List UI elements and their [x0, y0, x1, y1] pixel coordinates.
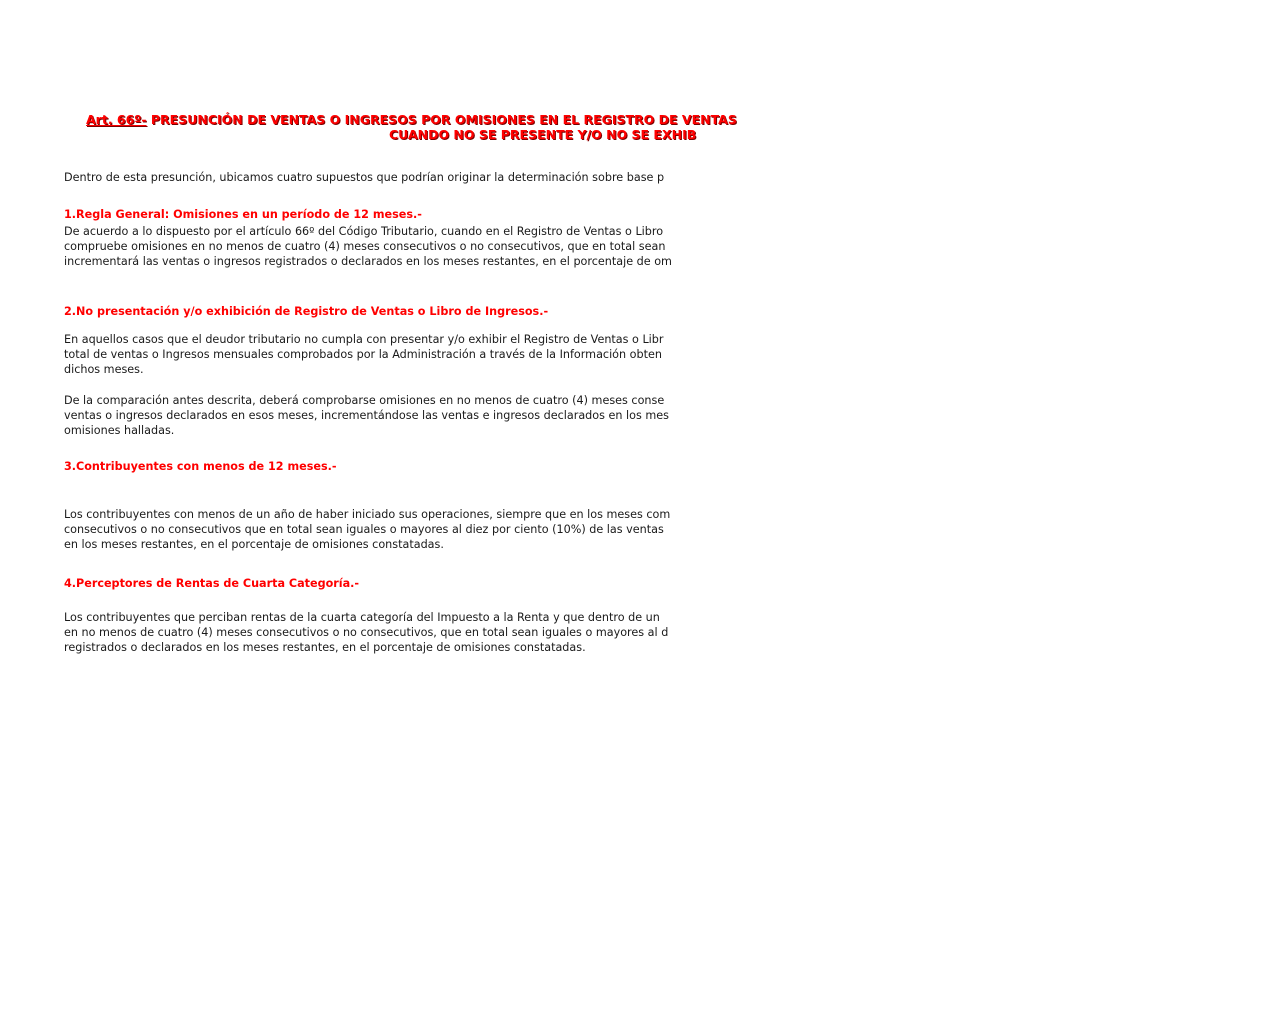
text-line: en no menos de cuatro (4) meses consecutivos o no consecutivos, que en total sean iguales o mayores al d	[64, 626, 669, 639]
section-3-paragraph	[64, 507, 1264, 552]
text-line: total de ventas o Ingresos mensuales comprobados por la Administración a través de la Información obten	[64, 348, 662, 361]
section-2-paragraph-1	[64, 332, 1264, 377]
text-line: De la comparación antes descrita, deberá comprobarse omisiones en no menos de cuatro (4) meses conse	[64, 394, 665, 407]
text-line: dichos meses.	[64, 363, 144, 376]
text-line: Los contribuyentes que perciban rentas de la cuarta categoría del Impuesto a la Renta y que dentro de un	[64, 611, 660, 624]
section-3-heading: 3.Contribuyentes con menos de 12 meses.-	[64, 460, 337, 473]
text-line: omisiones halladas.	[64, 424, 175, 437]
title-article-label: Art. 66º-	[86, 112, 147, 127]
title-line-1-text: PRESUNCIÓN DE VENTAS O INGRESOS POR OMISIONES EN EL REGISTRO DE VENTAS	[146, 112, 737, 127]
section-4-paragraph	[64, 610, 1264, 655]
text-line: compruebe omisiones en no menos de cuatro (4) meses consecutivos o no consecutivos, que en total sean	[64, 240, 666, 253]
title-line-2: CUANDO NO SE PRESENTE Y/O NO SE EXHIB	[389, 127, 697, 142]
section-2-paragraph-2	[64, 393, 1264, 438]
section-1-heading: 1.Regla General: Omisiones en un período de 12 meses.-	[64, 208, 422, 221]
text-line: incrementará las ventas o ingresos registrados o declarados en los meses restantes, en el porcentaje de om	[64, 255, 672, 268]
text-line: registrados o declarados en los meses restantes, en el porcentaje de omisiones constatadas.	[64, 641, 586, 654]
section-2-heading: 2.No presentación y/o exhibición de Registro de Ventas o Libro de Ingresos.-	[64, 305, 549, 318]
text-line: De acuerdo a lo dispuesto por el artículo 66º del Código Tributario, cuando en el Registro de Ventas o Libro	[64, 225, 664, 238]
text-line: en los meses restantes, en el porcentaje de omisiones constatadas.	[64, 538, 444, 551]
text-line: consecutivos o no consecutivos que en total sean iguales o mayores al diez por ciento (10%) de las ventas	[64, 523, 664, 536]
title-line-1	[86, 112, 737, 127]
text-line: En aquellos casos que el deudor tributario no cumpla con presentar y/o exhibir el Registro de Ventas o Libr	[64, 333, 664, 346]
text-line: Los contribuyentes con menos de un año de haber iniciado sus operaciones, siempre que en los meses com	[64, 508, 671, 521]
section-4-heading: 4.Perceptores de Rentas de Cuarta Categoría.-	[64, 577, 360, 590]
intro-paragraph: Dentro de esta presunción, ubicamos cuatro supuestos que podrían originar la determinación sobre base p	[64, 171, 665, 184]
text-line: ventas o ingresos declarados en esos meses, incrementándose las ventas e ingresos declarados en los mes	[64, 409, 669, 422]
section-1-paragraph	[64, 224, 1264, 269]
